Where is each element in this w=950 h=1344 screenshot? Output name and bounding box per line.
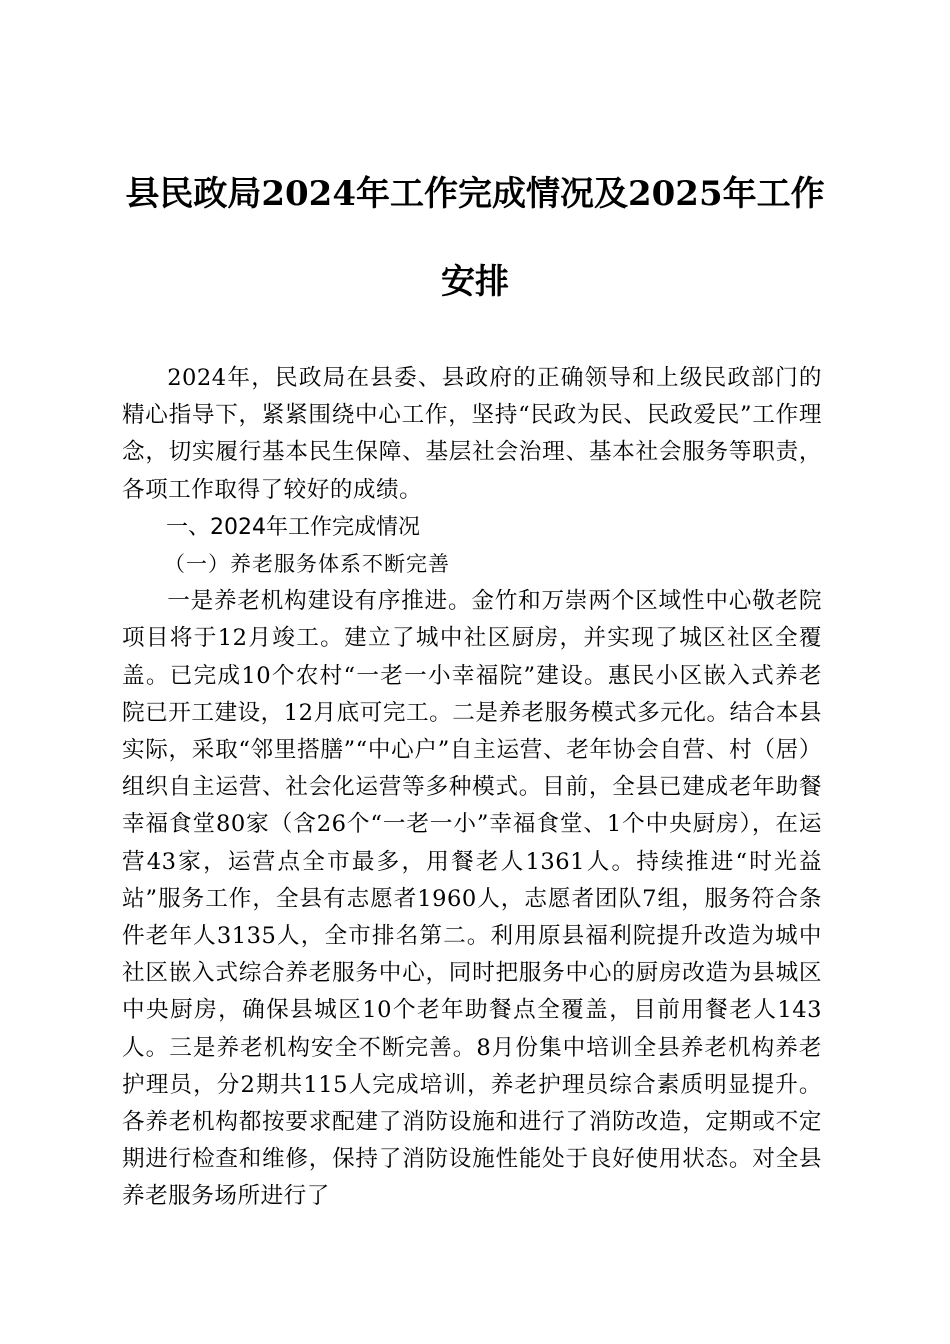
subsection-paragraph: 一是养老机构建设有序推进。金竹和万崇两个区域性中心敬老院项目将于12月竣工。建立了城中社区厨房，并实现了城区社区全覆盖。已完成10个农村“一老一小幸福院”建设。惠民小区嵌入式养老院已开工建设，12月底可完工。二是养老服务模式多元化。结合本县实际，采取“邻里搭膳”“中心户”自主运营、老年协会自营、村（居）组织自主运营、社会化运营等多种模式。目前，全县已建成老年助餐幸福食堂80家（含26个“一老一小”幸福食堂、1个中央厨房），在运营43家，运营点全市最多，用餐老人1361人。持续推进“时光益站”服务工作，全县有志愿者1960人，志愿者团队7组，服务符合条件老年人3135人，全市排名第二。利用原县福利院提升改造为城中社区嵌入式综合养老服务中心，同时把服务中心的厨房改造为县城区中央厨房，确保县城区10个老年助餐点全覆盖，目前用餐老人143人。三是养老机构安全不断完善。8月份集中培训全县养老机构养老护理员，分2期共115人完成培训，养老护理员综合素质明显提升。各养老机构都按要求配建了消防设施和进行了消防改造，定期或不定期进行检查和维修，保持了消防设施性能处于良好使用状态。对全县养老服务场所进行了 [122, 588, 822, 1210]
document-body [122, 360, 822, 1216]
document-title [118, 150, 832, 326]
title-line-2: 安排 [441, 262, 509, 302]
subsection-heading: （一）养老服务体系不断完善 [164, 552, 450, 577]
section-heading: 一、2024年工作完成情况 [166, 514, 420, 540]
title-line-1: 县民政局2024年工作完成情况及2025年工作 [125, 174, 825, 214]
intro-paragraph: 2024年，民政局在县委、县政府的正确领导和上级民政部门的精心指导下，紧紧围绕中心工作，坚持“民政为民、民政爱民”工作理念，切实履行基本民生保障、基层社会治理、基本社会服务等职责，各项工作取得了较好的成绩。 [122, 365, 822, 503]
